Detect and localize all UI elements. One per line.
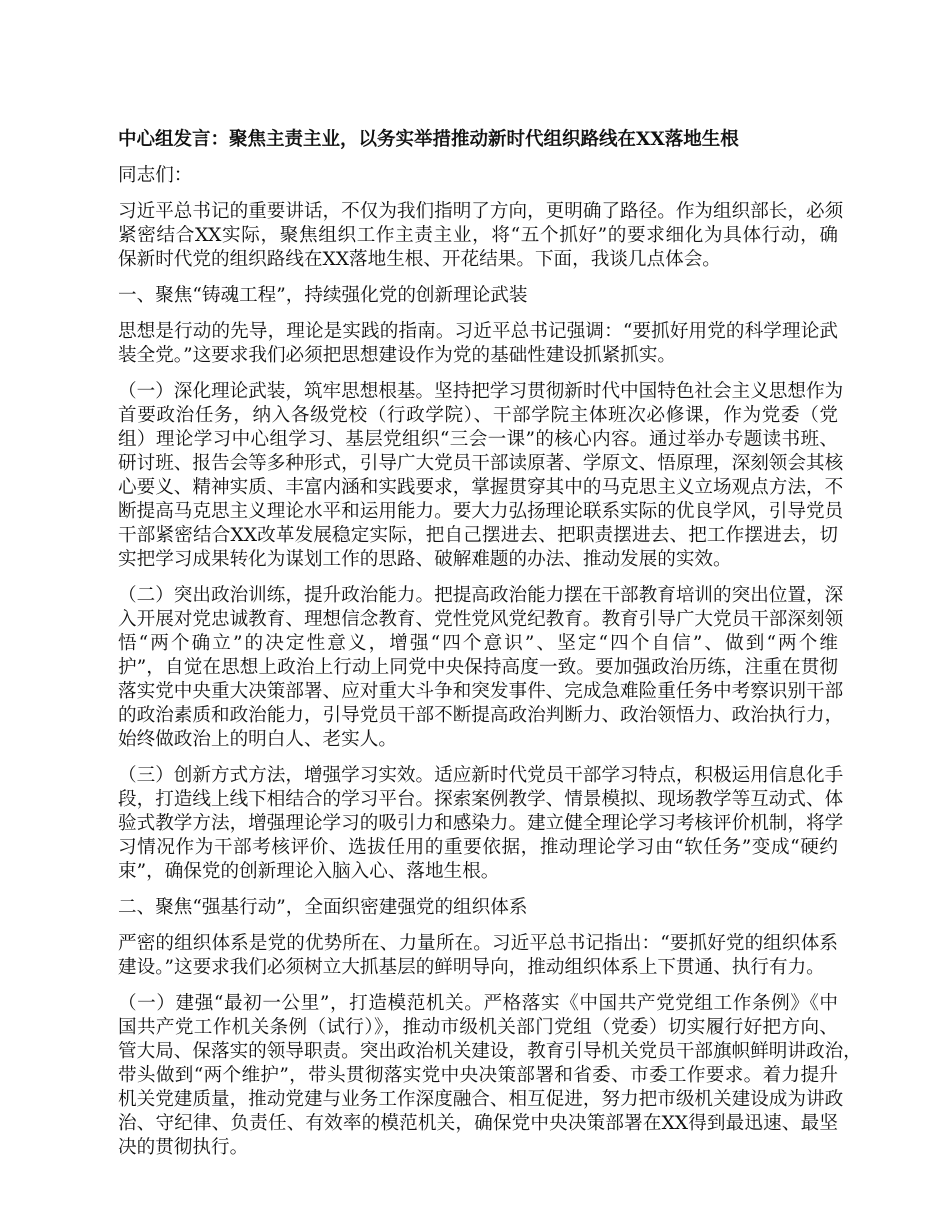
text-line: 悟“两个确立”的决定性意义，增强“四个意识”、坚定“四个自信”、做到“两个维 bbox=[118, 633, 838, 654]
text-line: 束”，确保党的创新理论入脑入心、落地生根。 bbox=[118, 861, 500, 882]
text-line: 国共产党工作机关条例（试行）》，推动市级机关部门党组（党委）切实履行好把方向、 bbox=[118, 1017, 838, 1038]
text-line: 紧密结合XX实际，聚焦组织工作主责主业，将“五个抓好”的要求细化为具体行动，确 bbox=[118, 225, 838, 246]
text-line: 保新时代党的组织路线在XX落地生根、开花结果。下面，我谈几点体会。 bbox=[118, 249, 721, 270]
text-line: 管大局、保落实的领导职责。突出政治机关建设，教育引导机关党员干部旗帜鲜明讲政治， bbox=[118, 1041, 862, 1062]
text-line: 落实党中央重大决策部署、应对重大斗争和突发事件、完成急难险重任务中考察识别干部 bbox=[118, 681, 844, 702]
text-line: 护”，自觉在思想上政治上行动上同党中央保持高度一致。要加强政治历练，注重在贯彻 bbox=[118, 657, 838, 678]
text-line: 装全党。”这要求我们必须把思想建设作为党的基础性建设抓紧抓实。 bbox=[118, 345, 677, 366]
text-line: （一）建强“最初一公里”，打造模范机关。严格落实《中国共产党党组工作条例》《中 bbox=[118, 993, 838, 1014]
paragraph bbox=[118, 932, 838, 980]
text-line: 段，打造线上线下相结合的学习平台。探索案例教学、情景模拟、现场教学等互动式、体 bbox=[118, 789, 844, 810]
text-line: 首要政治任务，纳入各级党校（行政学院）、干部学院主体班次必修课，作为党委（党 bbox=[118, 405, 838, 426]
text-line: 带头做到“两个维护”，带头贯彻落实党中央决策部署和省委、市委工作要求。着力提升 bbox=[118, 1065, 838, 1086]
paragraph bbox=[118, 896, 838, 920]
paragraph bbox=[118, 164, 838, 188]
text-line: 干部紧密结合XX改革发展稳定实际，把自己摆进去、把职责摆进去、把工作摆进去，切 bbox=[118, 525, 838, 546]
text-line: 组）理论学习中心组学习、基层党组织“三会一课”的核心内容。通过举办专题读书班、 bbox=[118, 429, 838, 450]
text-line: 入开展对党忠诚教育、理想信念教育、党性党风党纪教育。教育引导广大党员干部深刻领 bbox=[118, 609, 844, 630]
text-line: 决的贯彻执行。 bbox=[118, 1137, 249, 1158]
paragraph-list bbox=[118, 164, 862, 1160]
paragraph bbox=[118, 200, 844, 272]
document-body bbox=[118, 128, 862, 1172]
text-line: 研讨班、报告会等多种形式，引导广大党员干部读原著、学原文、悟原理，深刻领会其核 bbox=[118, 453, 844, 474]
text-line: 断提高马克思主义理论水平和运用能力。要大力弘扬理论联系实际的优良学风，引导党员 bbox=[118, 501, 844, 522]
text-line: 一、聚焦“铸魂工程”，持续强化党的创新理论武装 bbox=[118, 285, 528, 306]
text-line: 心要义、精神实质、丰富内涵和实践要求，掌握贯穿其中的马克思主义立场观点方法，不 bbox=[118, 477, 844, 498]
text-line: 的政治素质和政治能力，引导党员干部不断提高政治判断力、政治领悟力、政治执行力， bbox=[118, 705, 844, 726]
text-line: 治、守纪律、负责任、有效率的模范机关，确保党中央决策部署在XX得到最迅速、最坚 bbox=[118, 1113, 838, 1134]
text-line: 同志们： bbox=[118, 165, 193, 186]
text-line: 思想是行动的先导，理论是实践的指南。习近平总书记强调：“要抓好用党的科学理论武 bbox=[118, 321, 838, 342]
text-line: 实把学习成果转化为谋划工作的思路、破解难题的办法、推动发展的实效。 bbox=[118, 549, 732, 570]
text-line: 机关党建质量，推动党建与业务工作深度融合、相互促进，努力把市级机关建设成为讲政 bbox=[118, 1089, 844, 1110]
paragraph bbox=[118, 284, 838, 308]
text-line: 建设。”这要求我们必须树立大抓基层的鲜明导向，推动组织体系上下贯通、执行有力。 bbox=[118, 957, 825, 978]
paragraph bbox=[118, 320, 838, 368]
text-line: （三）创新方式方法，增强学习实效。适应新时代党员干部学习特点，积极运用信息化手 bbox=[118, 765, 844, 786]
paragraph bbox=[118, 992, 862, 1160]
text-line: （二）突出政治训练，提升政治能力。把提高政治能力摆在干部教育培训的突出位置，深 bbox=[118, 585, 844, 606]
text-line: 二、聚焦“强基行动”，全面织密建强党的组织体系 bbox=[118, 897, 528, 918]
text-line: （一）深化理论武装，筑牢思想根基。坚持把学习贯彻新时代中国特色社会主义思想作为 bbox=[118, 381, 844, 402]
text-line: 习近平总书记的重要讲话，不仅为我们指明了方向，更明确了路径。作为组织部长，必须 bbox=[118, 201, 844, 222]
text-line: 始终做政治上的明白人、老实人。 bbox=[118, 729, 397, 750]
paragraph bbox=[118, 764, 844, 884]
text-line: 习情况作为干部考核评价、选拔任用的重要依据，推动理论学习由“软任务”变成“硬约 bbox=[118, 837, 838, 858]
text-line: 验式教学方法，增强理论学习的吸引力和感染力。建立健全理论学习考核评价机制，将学 bbox=[118, 813, 844, 834]
document-title: 中心组发言：聚焦主责主业，以务实举措推动新时代组织路线在XX落地生根 bbox=[118, 129, 739, 150]
text-line: 严密的组织体系是党的优势所在、力量所在。习近平总书记指出：“要抓好党的组织体系 bbox=[118, 933, 838, 954]
paragraph bbox=[118, 584, 844, 752]
paragraph bbox=[118, 380, 844, 572]
